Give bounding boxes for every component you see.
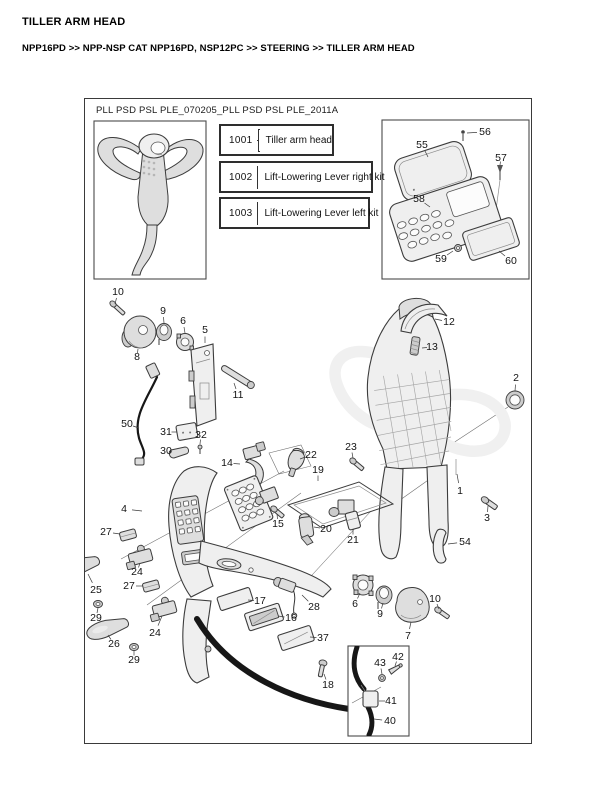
part-number-label: 54: [459, 536, 471, 548]
part-number-label: 28: [308, 601, 320, 613]
part-number-label: 27: [100, 526, 112, 538]
legend-label: Lift-Lowering Lever left kit: [264, 207, 379, 219]
part-number-label: 11: [232, 389, 244, 401]
part-30-lever: [169, 447, 188, 458]
leader-line: [448, 543, 457, 544]
leader-line: [234, 464, 241, 465]
part-number-label: 6: [180, 315, 186, 327]
part-number-label: 21: [347, 534, 359, 546]
part-54-clip: [433, 529, 446, 563]
part-number-label: 37: [317, 632, 329, 644]
part-25-thumb-lever: [85, 552, 102, 581]
part-number-label: 30: [160, 445, 172, 457]
part-number-label: 55: [416, 139, 428, 151]
part-32-screw: [198, 445, 202, 454]
legend-row-1002: [219, 161, 385, 193]
part-number-label: 57: [495, 152, 507, 164]
leader-line: [515, 385, 516, 392]
legend-row-1001: [219, 124, 334, 156]
part-number-label: 23: [345, 441, 357, 453]
part-50-cable: [135, 363, 160, 465]
part-4-front-cover: [169, 467, 217, 597]
legend-row-1003: [219, 197, 379, 229]
part-9-bushing-left: [157, 324, 172, 346]
part-6-flange-right: [353, 575, 373, 596]
part-number-label: 10: [112, 286, 124, 298]
part-3-screw: [480, 495, 498, 510]
legend-code: 1003: [229, 207, 253, 219]
legend-bracket: [258, 129, 259, 152]
leader-line: [310, 637, 317, 638]
part-number-label: 42: [392, 651, 404, 663]
legend-label: Tiller arm head: [265, 134, 332, 146]
part-24-lever-assy-lower: [147, 595, 178, 622]
part-number-label: 29: [90, 612, 102, 624]
part-number-label: 26: [108, 638, 120, 650]
part-neck-shell: [183, 599, 211, 683]
part-number-label: 18: [322, 679, 334, 691]
part-16-sticker: [244, 603, 284, 631]
part-number-label: 22: [305, 449, 317, 461]
part-housing-body: [335, 298, 505, 558]
part-number-label: 24: [131, 566, 143, 578]
breadcrumb: NPP16PD >> NPP-NSP CAT NPP16PD, NSP12PC >> STEERING >> TILLER ARM HEAD: [22, 43, 415, 54]
part-number-label: 17: [254, 595, 266, 607]
part-number-label: 41: [385, 695, 397, 707]
part-9-bushing-right: [376, 586, 392, 609]
part-number-label: 6: [352, 598, 358, 610]
part-number-label: 4: [121, 503, 127, 515]
part-number-label: 59: [435, 253, 447, 265]
part-21-block: [345, 511, 361, 531]
part-lower-shell: [199, 541, 331, 597]
part-number-label: 20: [320, 523, 332, 535]
part-number-label: 3: [484, 512, 490, 524]
part-number-label: 13: [426, 341, 438, 353]
part-number-label: 60: [505, 255, 517, 267]
part-number-label: 1: [457, 485, 463, 497]
leader-line: [88, 574, 92, 583]
part-11-shaft: [220, 364, 256, 390]
part-number-label: 43: [374, 657, 386, 669]
part-number-label: 9: [377, 608, 383, 620]
part-number-label: 19: [312, 464, 324, 476]
part-20-bracket: [298, 513, 315, 546]
part-number-label: 7: [405, 630, 411, 642]
exploded-diagram: [85, 99, 533, 745]
part-37-sticker: [277, 625, 314, 651]
part-43-nut: [379, 675, 386, 682]
part-number-label: 9: [160, 305, 166, 317]
leader-line: [164, 317, 165, 323]
leader-line: [248, 600, 254, 601]
legend-code: 1001: [229, 134, 253, 146]
part-29-nut-lower: [130, 644, 139, 651]
part-6-flange-left: [177, 334, 194, 351]
part-number-label: 27: [123, 580, 135, 592]
page-title: TILLER ARM HEAD: [22, 16, 126, 28]
part-27-clamp-upper: [119, 529, 137, 542]
part-number-label: 25: [90, 584, 102, 596]
diagram-header: PLL PSD PSL PLE_070205_PLL PSD PSL PLE_2011A: [96, 105, 339, 116]
part-number-label: 58: [413, 193, 425, 205]
main-exploded-view: [85, 298, 524, 709]
part-number-label: 14: [221, 457, 233, 469]
leader-line: [184, 327, 185, 333]
part-14-keypad-ribbon: [224, 442, 274, 532]
part-10-screw-right: [434, 606, 451, 620]
leader-line: [132, 510, 142, 511]
part-59-nut: [455, 245, 462, 252]
part-number-label: 8: [134, 351, 140, 363]
leader-line: [113, 533, 120, 534]
legend-bracket: [257, 202, 258, 225]
part-number-label: 31: [160, 426, 172, 438]
legend-bracket: [257, 166, 258, 189]
part-23-screw: [349, 457, 365, 472]
legend-code: 1002: [229, 171, 253, 183]
leader-line: [457, 474, 459, 483]
leader-line: [352, 453, 353, 459]
legend-label: Lift-Lowering Lever right kit: [264, 171, 385, 183]
part-number-label: 24: [149, 627, 161, 639]
part-number-label: 32: [195, 429, 207, 441]
part-7-cap: [396, 587, 429, 622]
diagram-frame: [84, 98, 532, 744]
part-29-nut-upper: [94, 601, 103, 608]
part-number-label: 50: [121, 418, 133, 430]
part-number-label: 5: [202, 324, 208, 336]
part-22-lever: [284, 447, 307, 479]
part-8-wheel: [122, 316, 156, 348]
part-2-grommet: [506, 391, 524, 409]
part-17-strip: [217, 587, 254, 611]
part-18-screw: [316, 659, 327, 677]
keypad-plate: [224, 475, 274, 532]
leader-line: [435, 319, 442, 321]
part-number-label: 40: [384, 715, 396, 727]
thumbnail-box: [94, 121, 206, 279]
part-number-label: 29: [128, 654, 140, 666]
part-number-label: 15: [272, 518, 284, 530]
part-number-label: 16: [285, 612, 297, 624]
part-5-bracket-plate: [189, 344, 216, 426]
part-number-label: 10: [429, 593, 441, 605]
part-number-label: 2: [513, 372, 519, 384]
part-number-label: 12: [443, 316, 455, 328]
part-27-clamp-lower: [142, 580, 160, 593]
leader-line: [314, 527, 320, 528]
part-number-label: 56: [479, 126, 491, 138]
part-10-screw-left: [109, 300, 126, 316]
leader-line: [410, 622, 412, 629]
